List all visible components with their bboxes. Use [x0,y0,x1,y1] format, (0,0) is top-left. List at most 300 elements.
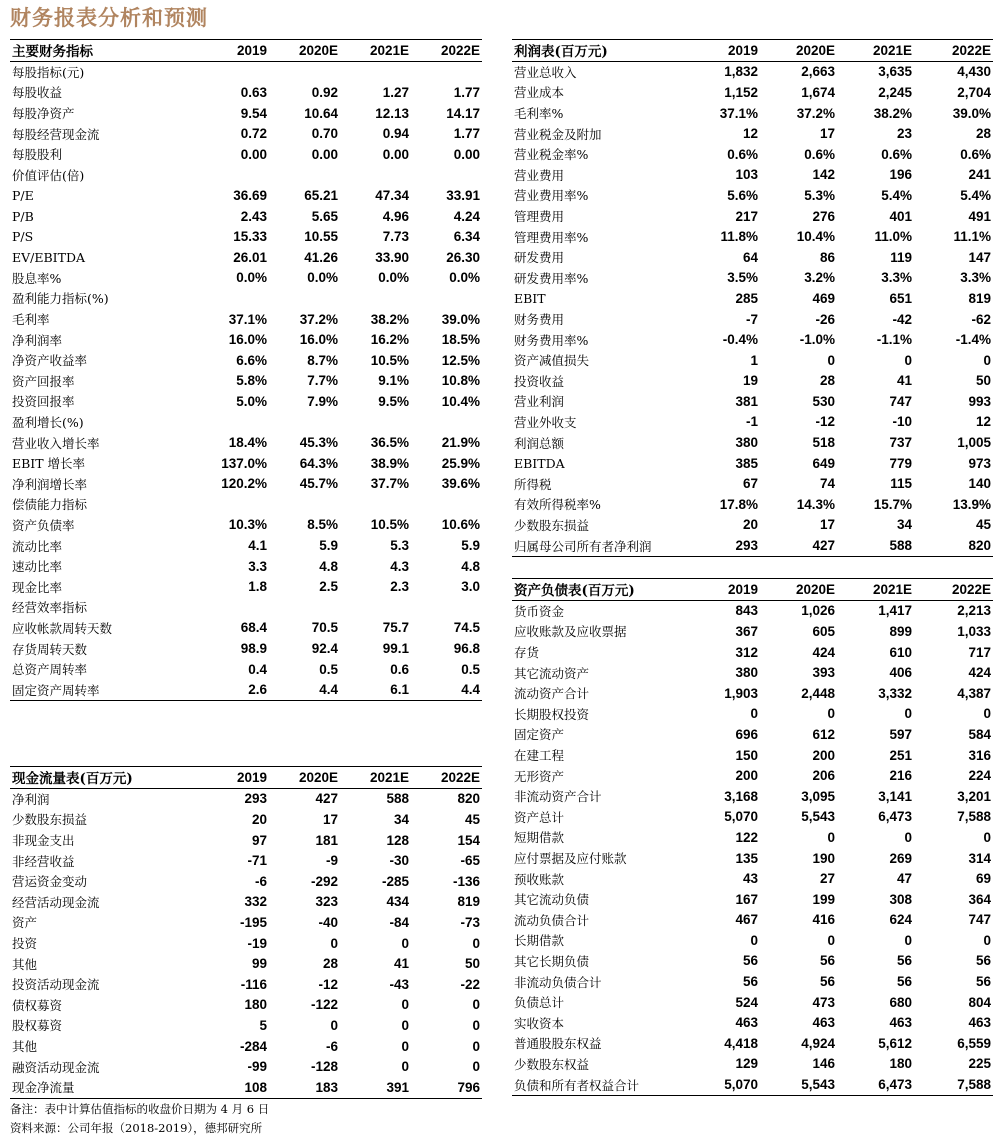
value-cell [340,165,411,186]
value-cell: 491 [968,208,991,224]
value-cell: 140 [968,476,991,492]
value-cell: 820 [457,791,480,807]
value-cell: 119 [890,249,912,265]
value-cell: 380 [735,435,758,451]
value-cell: -195 [239,914,267,930]
row-label: 债权募资 [12,997,63,1013]
row-label: 股息率% [12,270,62,286]
row-label: 净利润 [12,791,50,807]
value-cell: 10.4% [796,229,835,245]
value-cell: 0 [983,706,991,722]
table-row [512,494,993,515]
value-cell: 137.0% [221,455,267,471]
value-cell: 624 [889,912,912,928]
value-cell: 463 [968,1015,991,1031]
value-cell: 251 [889,747,912,763]
value-cell: 37.2% [299,311,338,327]
value-cell: 0.00 [453,146,480,162]
value-cell: 20 [742,517,758,533]
value-cell: 65.21 [304,187,338,203]
row-label: 货币资金 [514,603,565,619]
value-cell: 33.90 [375,249,409,265]
table-row [10,123,482,144]
row-label: EV/EBITDA [12,249,85,265]
row-label: 非经营收益 [12,853,75,869]
row-label: 其他 [12,956,38,972]
value-cell: -62 [971,311,991,327]
value-cell: 11.1% [953,229,991,245]
value-cell: 0 [827,706,835,722]
value-cell: 5.4% [881,187,912,203]
row-label: 投资 [12,936,38,952]
value-cell: 206 [812,768,835,784]
row-label: 偿债能力指标 [12,497,88,513]
value-cell: 38.9% [370,455,409,471]
table-header-title: 资产负债表(百万元) [512,579,702,601]
year-header: 2019 [198,767,269,789]
balance-sheet-table [512,578,993,1096]
table-row [512,206,993,227]
value-cell: 16.0% [228,332,267,348]
value-cell: 50 [464,956,480,972]
table-row [10,974,482,995]
table-row [10,659,482,680]
value-cell: 4.4 [411,679,482,700]
table-row [512,412,993,433]
value-cell: 43 [742,871,758,887]
value-cell: 56 [819,953,835,969]
value-cell: 217 [735,208,758,224]
table-row [512,515,993,536]
value-cell [198,597,269,618]
value-cell [269,597,340,618]
table-row [512,391,993,412]
table-row [512,910,993,931]
row-label: 营业税金及附加 [514,126,602,142]
value-cell: 819 [968,290,991,306]
value-cell: 16.2% [370,332,409,348]
row-label: 短期借款 [514,830,565,846]
value-cell: -7 [745,311,758,327]
row-label: 股权募资 [12,1018,63,1034]
value-cell: 1,417 [878,603,912,619]
value-cell: 70.5 [311,620,338,636]
table-row [10,165,482,186]
value-cell: 13.9% [952,496,991,512]
row-label: 资产总计 [514,809,565,825]
row-label: 固定资产 [514,727,565,743]
row-label: 少数股东损益 [12,812,88,828]
value-cell: 364 [968,891,991,907]
table-row [512,704,993,725]
value-cell: 463 [889,1015,912,1031]
value-cell: 12 [975,414,991,430]
row-label: 营业税金率% [514,147,589,163]
value-cell: 200 [735,768,758,784]
table-row [512,992,993,1013]
value-cell: 0.00 [311,146,338,162]
row-label: 资产回报率 [12,373,75,389]
value-cell: 1.77 [453,126,480,142]
value-cell: 122 [735,829,758,845]
value-cell: 393 [812,665,835,681]
row-label: 每股净资产 [12,106,75,122]
row-label: 营业成本 [514,85,565,101]
income-statement-table [512,39,993,557]
table-row [512,1012,993,1033]
table-row [512,889,993,910]
table-row [512,432,993,453]
value-cell: 5.3% [804,187,835,203]
table-row [10,1036,482,1057]
value-cell: 518 [812,435,835,451]
table-row [10,535,482,556]
table-row [512,765,993,786]
value-cell: -128 [310,1059,338,1075]
value-cell: 10.64 [304,105,338,121]
table-row [10,933,482,954]
row-label: 存货 [514,645,540,661]
value-cell: 69 [975,871,991,887]
value-cell: 135 [735,850,758,866]
value-cell: 0.72 [240,126,267,142]
value-cell: 0 [904,932,912,948]
year-header: 2019 [702,579,760,601]
row-label: 其他 [12,1039,38,1055]
row-label: 应收帐款周转天数 [12,620,113,636]
row-label: 其它流动负债 [514,892,590,908]
row-label: 流动负债合计 [514,912,590,928]
value-cell: 5.6% [727,187,758,203]
value-cell: -285 [381,873,409,889]
value-cell: 2.6 [198,679,269,700]
value-cell: 0.5 [319,661,338,677]
value-cell: 147 [968,249,991,265]
value-cell: 6,559 [957,1035,991,1051]
value-cell: 5.9 [461,538,480,554]
value-cell: 8.5% [307,517,338,533]
value-cell: 10.3% [228,517,267,533]
value-cell: 0.00 [382,146,409,162]
value-cell: 45 [464,811,480,827]
table-row [10,473,482,494]
value-cell: 2,448 [801,685,835,701]
value-cell: 142 [812,167,835,183]
value-cell: 0.0% [307,270,338,286]
table-row [10,206,482,227]
value-cell: 224 [968,768,991,784]
value-cell: 0.6 [390,661,409,677]
table-row [10,892,482,913]
value-cell: -292 [310,873,338,889]
value-cell: 6.6% [236,352,267,368]
table-row [10,597,482,618]
value-cell: 0.92 [311,84,338,100]
value-cell: 0 [472,1038,480,1054]
value-cell: 196 [889,167,912,183]
value-cell: 473 [812,994,835,1010]
value-cell: 15.33 [233,229,267,245]
row-label: 盈利增长(%) [12,414,84,430]
value-cell: 0.70 [311,126,338,142]
value-cell: 4.4 [269,679,340,700]
value-cell [411,61,482,82]
row-label: 长期借款 [514,933,565,949]
table-row [512,247,993,268]
value-cell: 56 [896,974,912,990]
value-cell: 180 [244,997,267,1013]
table-row [10,494,482,515]
value-cell: 37.1% [719,105,758,121]
row-label: 预收账款 [514,871,565,887]
row-label: 固定资产周转率 [10,679,198,700]
row-label: 营业总收入 [514,64,577,80]
table-row [512,600,993,621]
year-header: 2021E [837,40,914,62]
value-cell: 0 [827,829,835,845]
value-cell: 26.01 [233,249,267,265]
value-cell: 843 [735,603,758,619]
value-cell: -71 [247,853,267,869]
row-label: 应付票据及应付账款 [514,851,627,867]
value-cell: 0 [401,1038,409,1054]
year-header: 2022E [411,40,482,62]
value-cell: 993 [968,393,991,409]
value-cell: 804 [968,994,991,1010]
row-label: 资产 [12,915,38,931]
row-label: 管理费用 [514,209,565,225]
row-label: 少数股东权益 [514,1056,590,1072]
value-cell: 0 [983,932,991,948]
table-row [10,912,482,933]
row-label: 每股收益 [12,85,63,101]
table-row [512,642,993,663]
value-cell: 0 [401,1059,409,1075]
table-row [10,288,482,309]
value-cell: 18.4% [228,435,267,451]
value-cell: 5.3 [390,538,409,554]
value-cell: 381 [735,393,758,409]
value-cell: 5.0% [236,393,267,409]
value-cell: 610 [889,644,912,660]
value-cell: 10.5% [370,517,409,533]
row-label: 每股经营现金流 [12,126,100,142]
value-cell: 129 [735,1056,758,1072]
value-cell: 1,026 [801,603,835,619]
value-cell: 64 [742,249,758,265]
value-cell: -42 [892,311,912,327]
value-cell: 7,588 [957,809,991,825]
table-row [10,226,482,247]
value-cell: 0 [472,997,480,1013]
value-cell: 0 [750,706,758,722]
value-cell: 269 [889,850,912,866]
value-cell: -6 [325,1038,338,1054]
value-cell: 17 [322,811,338,827]
value-cell: 200 [812,747,835,763]
row-label: 少数股东损益 [514,517,590,533]
row-label: 非流动资产合计 [514,789,602,805]
value-cell: 4.8 [319,558,338,574]
value-cell: 9.1% [378,373,409,389]
value-cell: 416 [812,912,835,928]
value-cell: 3,635 [878,64,912,80]
value-cell: 9.5% [378,393,409,409]
table-row [10,638,482,659]
table-row [512,329,993,350]
value-cell: 14.17 [446,105,480,121]
value-cell: 10.4% [441,393,480,409]
value-cell: 180 [889,1056,912,1072]
value-cell: 225 [968,1056,991,1072]
value-cell: 10.55 [304,229,338,245]
table-row [512,144,993,165]
row-label: 研发费用率% [514,270,589,286]
row-label: 每股股利 [12,147,63,163]
value-cell: 20 [251,811,267,827]
row-label: 在建工程 [514,748,565,764]
value-cell: 39.6% [441,476,480,492]
value-cell: 588 [386,791,409,807]
row-label: 负债和所有者权益合计 [512,1074,702,1095]
value-cell: 0.5 [461,661,480,677]
value-cell: 680 [889,994,912,1010]
value-cell: 1.27 [382,84,409,100]
value-cell: 0 [330,1017,338,1033]
value-cell: 0.0% [449,270,480,286]
value-cell: 19 [742,373,758,389]
value-cell: 2,663 [801,64,835,80]
value-cell: 4.1 [248,538,267,554]
value-cell: 530 [812,393,835,409]
value-cell: 190 [812,850,835,866]
value-cell: 308 [889,891,912,907]
row-label: 资产负债率 [12,517,75,533]
table-row [10,788,482,809]
table-row [512,123,993,144]
value-cell: 469 [812,290,835,306]
value-cell: 3.5% [727,270,758,286]
footnote-source: 资料来源：公司年报（2018-2019），德邦研究所 [10,1121,263,1135]
row-label: 营运资金变动 [12,874,88,890]
table-header-title: 主要财务指标 [10,40,198,62]
row-label: 所得税 [514,476,552,492]
row-label: 其它长期负债 [514,953,590,969]
value-cell: 9.54 [240,105,267,121]
value-cell: 56 [819,974,835,990]
table-header-title: 利润表(百万元) [512,40,702,62]
value-cell: 5,612 [878,1035,912,1051]
value-cell [198,61,269,82]
value-cell: 747 [968,912,991,928]
table-row [10,391,482,412]
value-cell: 0 [904,829,912,845]
value-cell: 115 [890,476,912,492]
value-cell: -284 [239,1038,267,1054]
value-cell: 463 [812,1015,835,1031]
value-cell: 0 [983,829,991,845]
value-cell: 820 [914,535,993,556]
value-cell: 103 [735,167,758,183]
value-cell: 385 [735,455,758,471]
value-cell: 588 [837,535,914,556]
row-label: 营业外收支 [514,414,577,430]
year-header: 2020E [760,40,837,62]
value-cell: 4.24 [453,208,480,224]
value-cell: -1.4% [955,332,991,348]
key-indicators-table [10,39,482,701]
row-label: 经营活动现金流 [12,894,100,910]
value-cell: 5,543 [801,809,835,825]
year-header: 2020E [269,767,340,789]
row-label: 营业收入增长率 [12,435,100,451]
value-cell: 285 [735,290,758,306]
value-cell: -136 [452,873,480,889]
value-cell: 37.2% [796,105,835,121]
value-cell [340,288,411,309]
value-cell: 367 [735,623,758,639]
value-cell: 2.43 [240,208,267,224]
value-cell [340,61,411,82]
table-row [10,432,482,453]
value-cell: 11.8% [720,229,758,245]
value-cell: 0.00 [240,146,267,162]
value-cell: 98.9 [240,641,267,657]
value-cell: 41 [896,373,912,389]
value-cell: 96.8 [453,641,480,657]
year-header: 2021E [340,767,411,789]
value-cell: 427 [760,535,837,556]
table-row [10,61,482,82]
value-cell: 120.2% [221,476,267,492]
value-cell [411,165,482,186]
value-cell: 47 [896,871,912,887]
value-cell: 10.5% [370,352,409,368]
value-cell: 434 [386,894,409,910]
value-cell: 401 [889,208,912,224]
value-cell: 92.4 [311,641,338,657]
value-cell: 7.73 [382,229,409,245]
value-cell: 86 [819,249,835,265]
value-cell [198,288,269,309]
table-row [10,453,482,474]
value-cell: 0 [472,1017,480,1033]
table-header-row [512,40,993,62]
table-row [10,350,482,371]
value-cell [198,412,269,433]
row-label: 存货周转天数 [12,641,88,657]
table-row [10,679,482,700]
table-row [10,830,482,851]
row-label: P/S [12,229,34,245]
value-cell: 0.63 [240,84,267,100]
value-cell: 14.3% [796,496,835,512]
value-cell [411,288,482,309]
value-cell: 4.8 [461,558,480,574]
value-cell: 649 [812,455,835,471]
value-cell: 12.13 [375,105,409,121]
value-cell: -65 [460,853,480,869]
row-label: 经营效率指标 [12,600,88,616]
value-cell: 524 [735,994,758,1010]
value-cell: 56 [975,953,991,969]
table-row [512,1074,993,1095]
row-label: EBIT [514,290,546,306]
table-row [10,371,482,392]
value-cell [269,61,340,82]
value-cell: 6.1 [340,679,411,700]
table-row [512,1054,993,1075]
